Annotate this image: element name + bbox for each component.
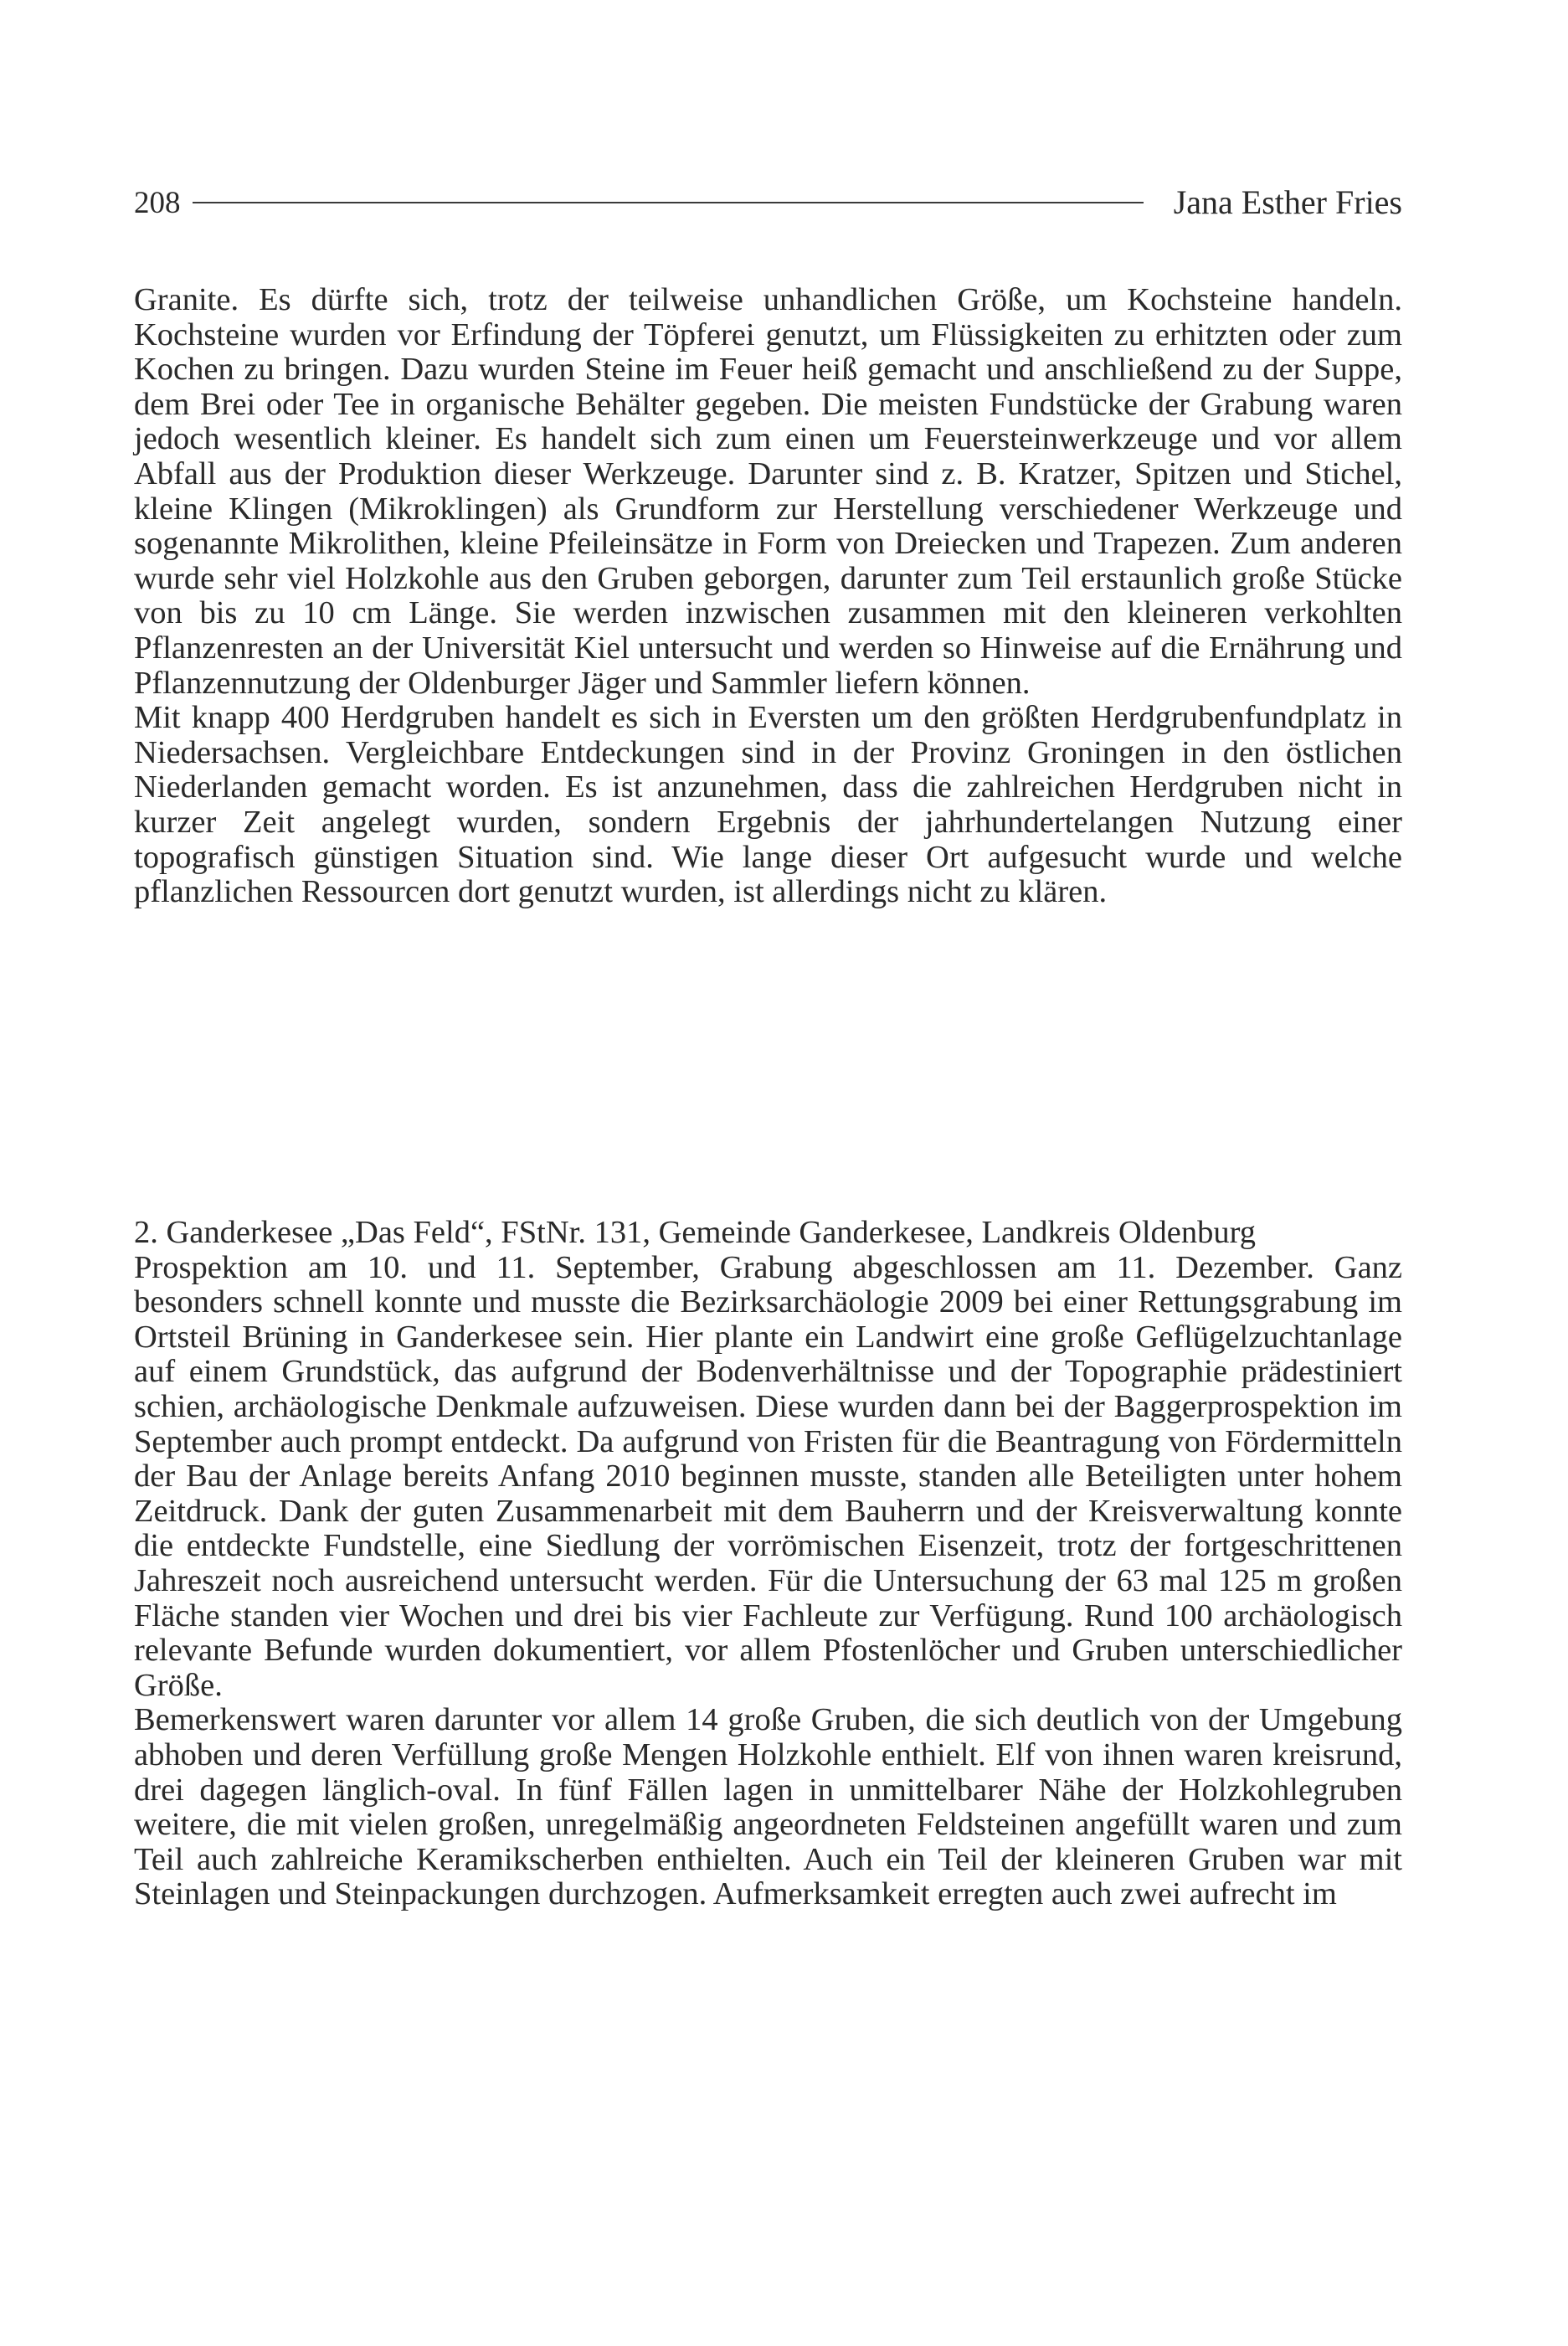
page-header: [134, 177, 1402, 228]
paragraph: Mit knapp 400 Herdgruben handelt es sich in Eversten um den größten Herdgrubenfundplatz in Niedersachsen. Vergleichbare Entdeckungen sind in der Provinz Groningen in den östlichen Niederlanden gemacht worden. Es ist anzunehmen, dass die zahlreichen Herdgruben nicht in kurzer Zeit angelegt wurden, sondern Ergebnis der jahrhundertelangen Nutzung einer topografisch günstigen Situation sind. Wie lange dieser Ort aufgesucht wurde und welche pflanzlichen Ressourcen dort genutzt wurden, ist allerdings nicht zu klären.: [134, 700, 1402, 910]
paragraph: Granite. Es dürfte sich, trotz der teilweise unhandlichen Größe, um Kochsteine handeln. Kochsteine wurden vor Erfindung der Töpferei genutzt, um Flüssigkeiten zu erhitzten oder zum Kochen zu bringen. Dazu wurden Steine im Feuer heiß gemacht und anschließend zu der Suppe, dem Brei oder Tee in organische Behälter gegeben. Die meisten Fundstücke der Grabung waren jedoch wesentlich kleiner. Es handelt sich zum einen um Feuersteinwerkzeuge und vor allem Abfall aus der Produktion dieser Werkzeuge. Darunter sind z. B. Kratzer, Spitzen und Stichel, kleine Klingen (Mikroklingen) als Grundform zur Herstellung verschiedener Werkzeuge und sogenannte Mikrolithen, kleine Pfeileinsätze in Form von Dreiecken und Trapezen. Zum anderen wurde sehr viel Holzkohle aus den Gruben geborgen, darunter zum Teil erstaunlich große Stücke von bis zu 10 cm Länge. Sie werden inzwischen zusammen mit den kleineren verkohlten Pflanzenresten an der Universität Kiel untersucht und werden so Hinweise auf die Ernährung und Pflanzennutzung der Oldenburger Jäger und Sammler liefern können.: [134, 282, 1402, 701]
section-1-text: [134, 283, 1402, 910]
running-head-author: Jana Esther Fries: [1173, 183, 1402, 221]
page-number: 208: [134, 185, 181, 220]
paragraph: Bemerkenswert waren darunter vor allem 14 große Gruben, die sich deutlich von der Umgebung abhoben und deren Verfüllung große Mengen Holzkohle enthielt. Elf von ihnen waren kreisrund, drei dagegen länglich-oval. In fünf Fällen lagen in unmittelbarer Nähe der Holzkohlegruben weitere, die mit vielen großen, unregelmäßig angeordneten Feldsteinen angefüllt waren und zum Teil auch zahlreiche Keramikscherben enthielten. Auch ein Teil der kleineren Gruben war mit Steinlagen und Steinpackungen durchzogen. Aufmerksamkeit erregten auch zwei aufrecht im: [134, 1702, 1402, 1912]
section-heading: 2. Ganderkesee „Das Feld“, FStNr. 131, Gemeinde Ganderkesee, Landkreis Oldenburg: [134, 1215, 1256, 1250]
paragraph: Prospektion am 10. und 11. September, Grabung abgeschlossen am 11. Dezember. Ganz besonders schnell konnte und musste die Bezirksarchäologie 2009 bei einer Rettungsgrabung im Ortsteil Brüning in Ganderkesee sein. Hier plante ein Landwirt eine große Geflügelzuchtanlage auf einem Grundstück, das aufgrund der Bodenverhältnisse und der Topographie prädestiniert schien, archäologische Denkmale aufzuweisen. Diese wurden dann bei der Baggerprospektion im September auch prompt entdeckt. Da aufgrund von Fristen für die Beantragung von Fördermitteln der Bau der Anlage bereits Anfang 2010 beginnen musste, standen alle Beteiligten unter hohem Zeitdruck. Dank der guten Zusammenarbeit mit dem Bauherrn und der Kreisverwaltung konnte die entdeckte Fundstelle, eine Siedlung der vorrömischen Eisenzeit, trotz der fortgeschrittenen Jahreszeit noch ausreichend untersucht werden. Für die Untersuchung der 63 mal 125 m großen Fläche standen vier Wochen und drei bis vier Fachleute zur Verfügung. Rund 100 archäologisch relevante Befunde wurden dokumentiert, vor allem Pfostenlöcher und Gruben unterschiedlicher Größe.: [134, 1249, 1402, 1703]
section-2-text: [134, 1216, 1402, 1912]
header-rule: [193, 202, 1144, 203]
